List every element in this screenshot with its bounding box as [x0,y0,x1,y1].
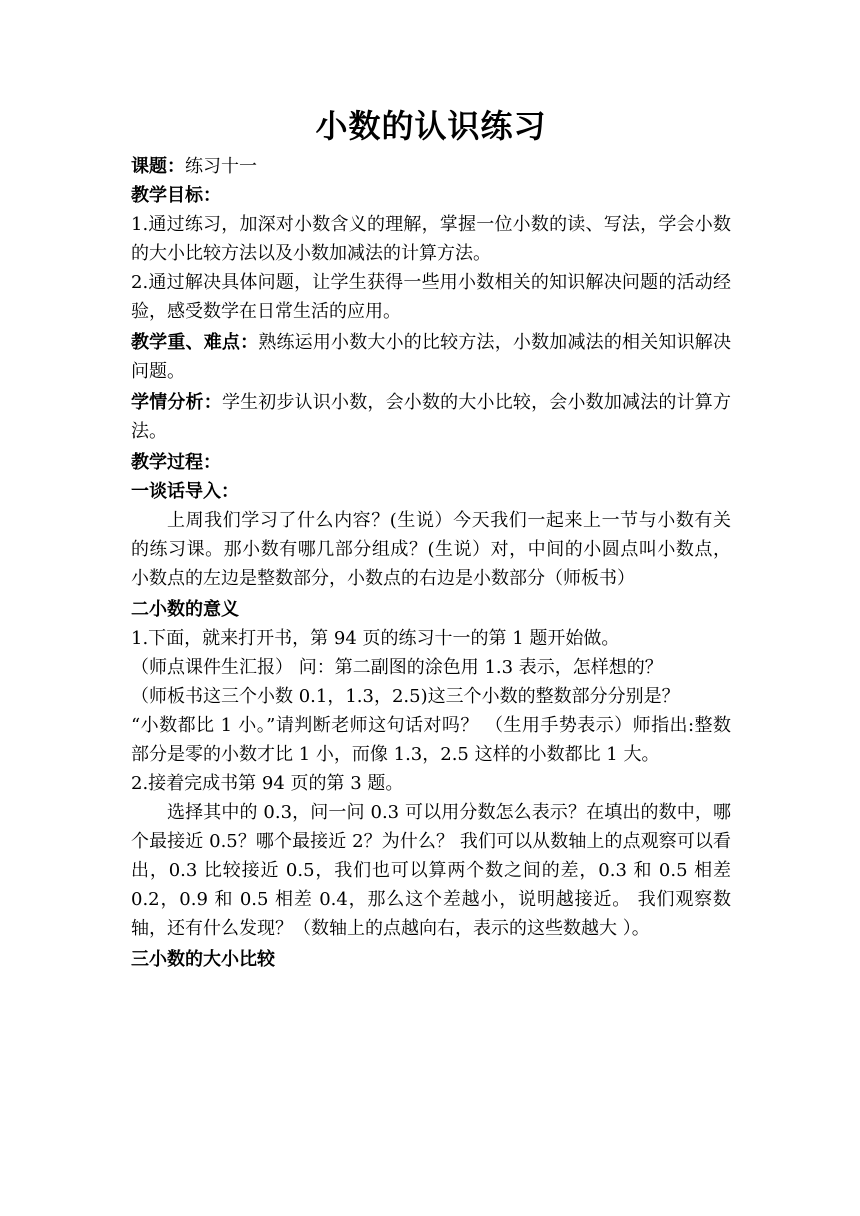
section-2-heading: 二小数的意义 [131,599,239,620]
section-2-line-1: 1.下面，就来打开书，第 94 页的练习十一的第 1 题开始做。 [131,628,620,649]
key-points-value: 熟练运用小数大小的比较方法，小数加减法的相关知识解决问题。 [131,332,731,382]
section-2-line-4: “小数都比 1 小。”请判断老师这句话对吗？ （生用手势表示）师指出:整数部分是零的小数才比 1 小，而像 1.3，2.5 这样的小数都比 1 大。 [131,715,731,765]
section-2-paragraph: 选择其中的 0.3，问一问 0.3 可以用分数怎么表示？在填出的数中，哪个最接近 0.5？哪个最接近 2？为什么？ 我们可以从数轴上的点观察可以看出，0.3 比较接近 0.5，我们也可以算两个数之间的差，0.3 和 0.5 相差 0.2，0.9 和 0.5 相差 0.4，那么这个差越小，说明越接近。 我们观察数轴，还有什么发现？（数轴上的点越向右，表示的这些数越大 ）。 [131,802,731,939]
course-label: 课题： [131,156,185,177]
section-1-paragraph: 上周我们学习了什么内容？(生说）今天我们一起来上一节与小数有关的练习课。那小数有哪几部分组成？(生说）对，中间的小圆点叫小数点，小数点的左边是整数部分，小数点的右边是小数部分（师板书） [131,510,731,589]
objective-item-2: 2.通过解决具体问题，让学生获得一些用小数相关的知识解决问题的活动经验，感受数学在日常生活的应用。 [131,272,731,322]
section-3-heading: 三小数的大小比较 [131,949,275,970]
section-1-heading: 一谈话导入： [131,481,239,502]
analysis-label: 学情分析： [131,392,222,413]
course-line [131,152,731,181]
key-points-label: 教学重、难点： [131,332,259,353]
objectives-heading: 教学目标： [131,185,221,206]
course-value: 练习十一 [185,156,257,177]
process-heading: 教学过程： [131,452,221,473]
section-2-line-5: 2.接着完成书第 94 页的第 3 题。 [131,773,404,794]
analysis-paragraph [131,388,731,446]
document-title: 小数的认识练习 [315,107,547,145]
analysis-value: 学生初步认识小数，会小数的大小比较，会小数加减法的计算方法。 [131,392,731,442]
objective-item-1: 1.通过练习，加深对小数含义的理解，掌握一位小数的读、写法，学会小数的大小比较方法以及小数加减法的计算方法。 [131,214,731,264]
section-2-line-3: （师板书这三个小数 0.1，1.3，2.5)这三个小数的整数部分分别是？ [131,686,680,707]
section-2-line-2: （师点课件生汇报） 问：第二副图的涂色用 1.3 表示，怎样想的？ [131,657,663,678]
key-points-paragraph [131,328,731,386]
document-page [131,100,731,974]
